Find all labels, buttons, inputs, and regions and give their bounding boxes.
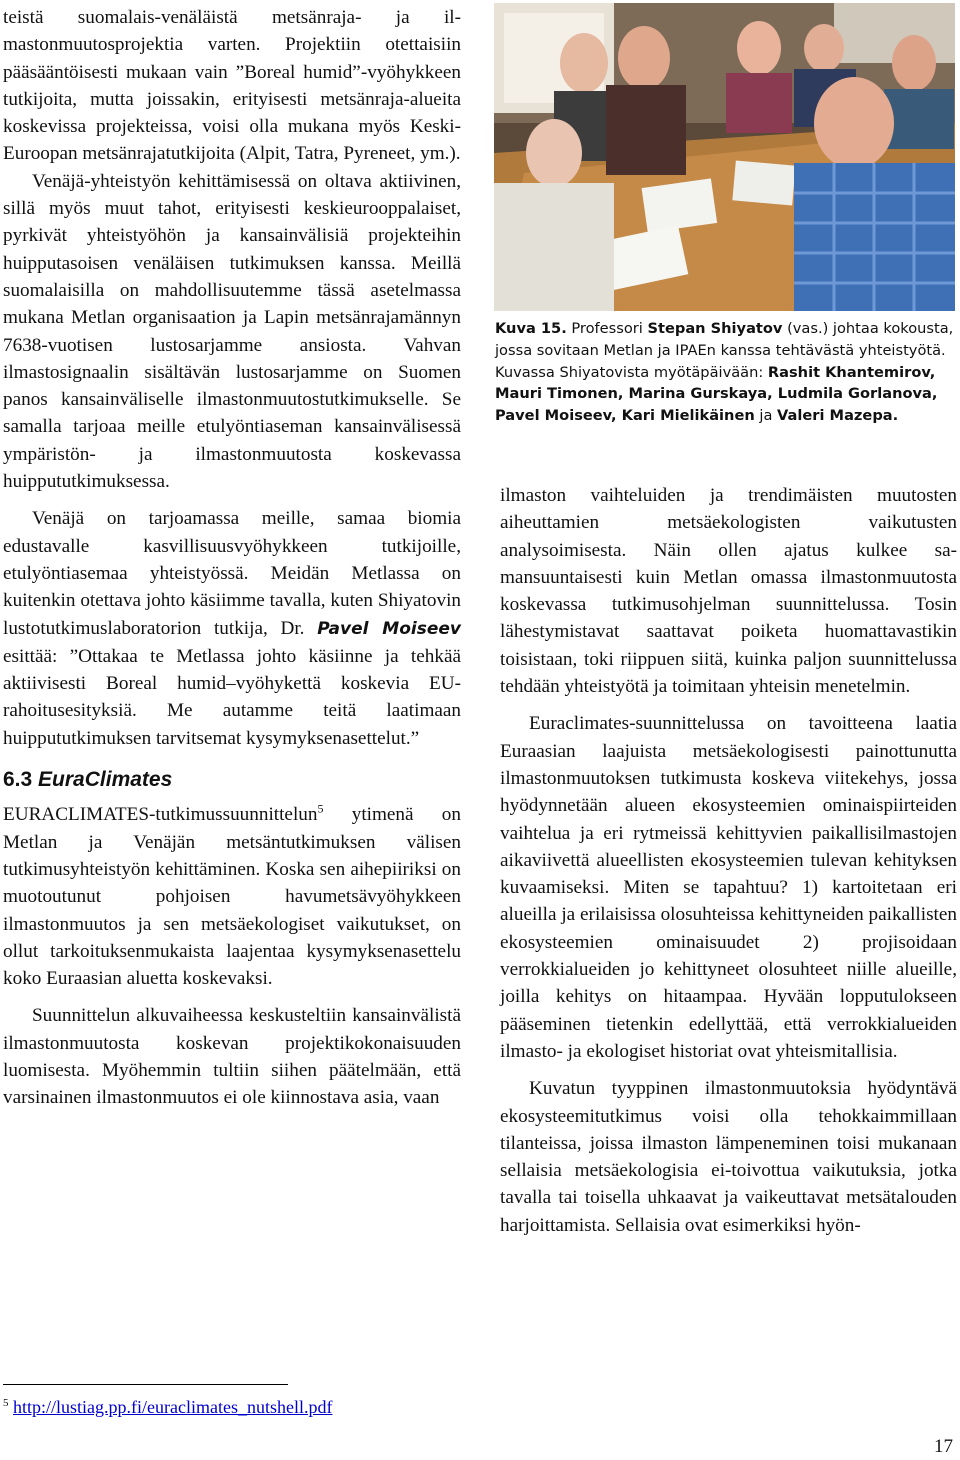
paragraph-planning: Suunnittelun alkuvaiheessa keskusteltiin kansainvälistä ilmastonmuutosta koskevan projektikokonaisuuden luomisesta. Myöhemmin tultiin siihen päätelmään, että varsinainen ilmastonmuutos ei ole kiinnostava asia, vaan xyxy=(3,1005,461,1109)
left-text-column xyxy=(3,4,461,1112)
caption-label: Kuva 15. xyxy=(495,320,567,337)
section-title: EuraClimates xyxy=(38,768,173,792)
right-text-column xyxy=(500,482,957,1239)
paragraph-russia-offer: Venäjä on tarjoamassa meille, samaa biomia edustavalle kasvillisuusvyöhykkeen tutkijoille, etulyöntiasemaa yhteistyössä. Meidän Metlassa on kuitenkin otettava johto käsiimme tavalla, kuten Shiyatovin lustotutkimuslaboratorion tutkija, Dr. Pavel Moiseev esittää: ”Ottakaa te Metlassa johto käsiinne ja tehkää aktiivisesti Boreal humid–vyöhykettä koskevia EU-rahoitusesityksiä. Me autamme teitä laatimaan huippututkimuksen tarvitsemat kysymyksenasettelut.” xyxy=(3,508,461,749)
paragraph-euraclimates-intro: EURACLIMATES-tutkimussuunnittelun$^5$ ytimenä on Metlan ja Venäjän metsäntutkimuksen välisen tutkimusyhteistyön kehittäminen. Koska sen aihepiiriksi on muotoutunut pohjoisen havumetsävyöhykkeen ilmastonmuutos ja sen metsäekologiset vaikutukset, on ollut tarkoituksenmukaista laajentaa kysymyksenasettelu koko Euraasian aluetta koskevaksi. xyxy=(3,801,461,990)
page-number: 17 xyxy=(934,1436,953,1457)
footnote-reference[interactable]: 5 xyxy=(317,801,324,816)
footnote-mark: 5 xyxy=(3,1397,9,1409)
paragraph-russia-cooperation: Venäjä-yhteistyön kehittämisessä on oltava aktiivinen, sillä myös muut tahot, erityisesti keskieurooppalaiset, pyrkivät yhteistyöhön ja kansainvälisiä projekteihin huipputasoisen venäläisen tutkimuksen kanssa. Meillä suomalaisilla on mahdollisuutemme tässä asetelmassa mukana Metlan organisaation ja Lapin metsänrajamännyn 7638-vuotisen lustosarjamme ansiosta. Vahvan ilmastosignaalin sisältävän lustosarjamme on Suomen panos kansainväliselle ilmastonmuutostutkimukselle. Se samalla tarjoaa meille etulyöntiaseman kansainvälisessä ympäristön- ja ilmastonmuutosta koskevassa huippututkimuksessa. xyxy=(3,170,461,493)
footnote-link[interactable]: http://lustiag.pp.fi/euraclimates_nutshell.pdf xyxy=(13,1397,333,1417)
section-number: 6.3 xyxy=(3,768,33,792)
meeting-photo-illustration xyxy=(494,3,955,311)
paragraph-continuation: teistä suomalais-venäläistä metsänraja- ja ilmastonmuutosprojektia varten. Projektiin otettaisiin pääsääntöisesti mukaan vain ”Boreal humid”-vyöhykkeen tutkijoita, mutta joissakin, erityisesti metsänraja-alueita koskevissa projekteissa, voisi olla mukana myös Keski-Euroopan metsänrajatutkijoita (Alpit, Tatra, Pyreneet, ym.). xyxy=(3,7,461,165)
paragraph-ecosystem-research: Kuvatun tyyppinen ilmastonmuutoksia hyödyntävä ekosysteemitutkimus voisi olla tehokkaimmillaan tilanteissa, joissa ilmaston lämpeneminen toisi mukanaan sellaisia metsäekologisia ei-toivottua vaikutuksia, jotka tavalla tai toisella uhkaavat ja vaikeuttavat metsätalouden harjoittamista. Sellaisia ovat esimerkiksi hyön- xyxy=(500,1078,957,1236)
footnote-divider xyxy=(3,1384,288,1385)
person-name-pavel-moiseev: Pavel Moiseev xyxy=(317,618,461,639)
meeting-photo xyxy=(494,3,955,311)
footnote xyxy=(3,1396,332,1418)
section-heading xyxy=(3,766,461,793)
photo-caption: Kuva 15. Professori Stepan Shiyatov (vas.) johtaa kokousta, jossa sovitaan Metlan ja IPAEn kanssa tehtävästä yhteistyötä. Kuvassa Shiyatovista myötäpäivään: Rashit Khantemirov, Mauri Timonen, Marina Gurskaya, Ludmila Gorlanova, Pavel Moiseev, Kari Mielikäinen ja Valeri Mazepa. xyxy=(495,320,954,425)
paragraph-euraclimates-goal: Euraclimates-suunnittelussa on tavoitteena laatia Euraasian laajuista metsäekologisesti painottunutta ilmastonmuutoksen tutkimusta koskeva viitekehys, jossa hyödynnetään alueen ekosysteemien ominaispiirteiden vaihtelua ja eri rytmeissä kehittyvien paikallisilmastojen aikaviivettä alueellisten ekosysteemien tulevan kehityksen kuvaamiseksi. Miten se tapahtuu? 1) kartoitetaan eri alueilla ja erilaisissa olosuhteissa kehittyneiden paikallisten ekosysteemien ominaisuudet 2) projisoidaan verrokkialueiden jo kehittyneet olosuhteet niille alueille, joilla kehitys on hitaampaa. Hyvään lopputulokseen pääseminen tietenkin edellyttää, että verrokkialueiden ilmasto- ja ekologiset historiat ovat yhteismitallisia. xyxy=(500,713,957,1062)
paragraph-climate-variation: ilmaston vaihteluiden ja trendimäisten muutosten aiheuttamien metsäekologisten vaikutusten analysoimisesta. Näin ollen ajatus kulkee samansuuntaisesti kuin Metlan omassa ilmastonmuutosta koskevassa tutkimusohjelman suunnittelussa. Tosin lähestymistavat saattavat poiketa huomattavastikin toisistaan, toki riippuen siitä, kuinka paljon suunnittelussa tehdään yhteistyötä ja toimitaan yhteisin menetelmin. xyxy=(500,485,957,698)
